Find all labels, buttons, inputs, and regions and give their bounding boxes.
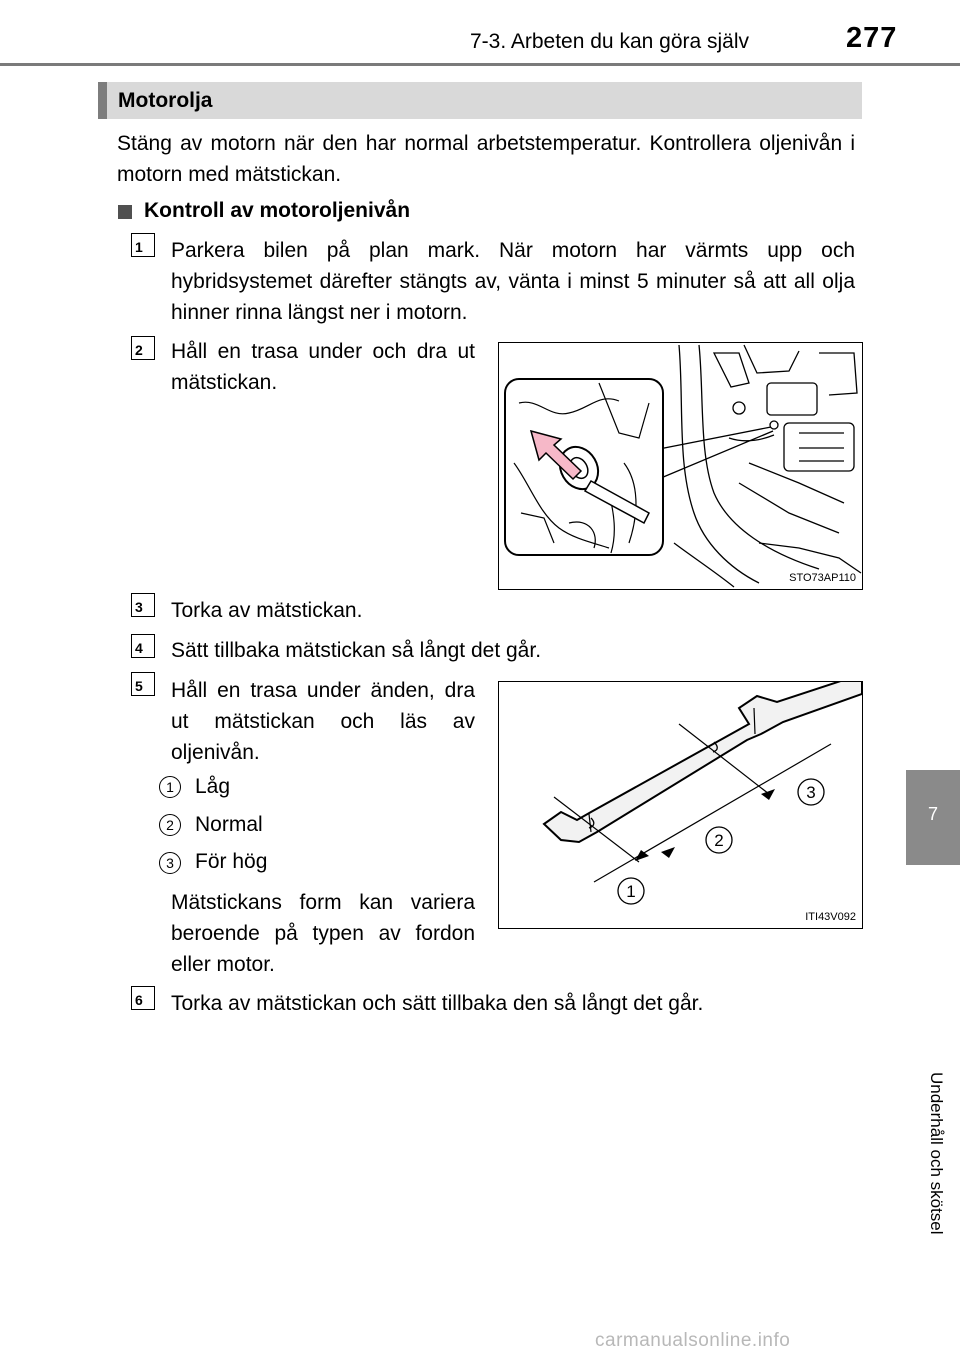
section-title: Motorolja: [118, 89, 213, 112]
engine-figure-code: STO73AP110: [789, 572, 856, 584]
header-rule: [0, 63, 960, 66]
square-bullet-icon: [118, 205, 132, 219]
watermark: carmanualsonline.info: [595, 1330, 791, 1351]
callout-number-3: 3: [806, 783, 816, 802]
engine-bay-illustration: [499, 343, 862, 589]
callout-number-2: 2: [714, 831, 724, 850]
step-text-2: Håll en trasa under och dra ut mätstickan.: [171, 340, 475, 394]
level-label-high: För hög: [195, 850, 268, 873]
step-text-4: Sätt tillbaka mätstickan så långt det går.: [171, 639, 542, 662]
intro-paragraph: Stäng av motorn när den har normal arbetstemperatur. Kontrollera oljenivån i motorn med mätstickan.: [117, 132, 855, 186]
step-number-2: 2: [131, 336, 155, 360]
level-number-3: 3: [159, 852, 181, 874]
step-text-1: Parkera bilen på plan mark. När motorn har värmts upp och hybridsystemet därefter stängts av, vänta i minst 5 minuter så att all olja hinner rinna längst ner i motorn.: [171, 239, 855, 324]
step-number-3: 3: [131, 593, 155, 617]
level-label-normal: Normal: [195, 813, 263, 836]
step-text-3: Torka av mätstickan.: [171, 599, 363, 622]
dipstick-figure: [498, 681, 863, 929]
level-label-low: Låg: [195, 775, 231, 798]
subheading: Kontroll av motoroljenivån: [144, 199, 411, 222]
level-number-2: 2: [159, 814, 181, 836]
step-number-1: 1: [131, 233, 155, 257]
header-title: 7-3. Arbeten du kan göra själv: [470, 30, 750, 53]
section-bar-accent: [98, 82, 107, 119]
page-number: 277: [846, 22, 898, 54]
callout-number-1: 1: [626, 882, 636, 901]
chapter-label: Underhåll och skötsel: [927, 1072, 946, 1235]
step-number-5: 5: [131, 672, 155, 696]
step-text-5: Håll en trasa under änden, dra ut mätstickan och läs av oljenivån.: [171, 679, 475, 764]
dipstick-figure-code: ITI43V092: [805, 911, 856, 923]
step-number-6: 6: [131, 986, 155, 1010]
step-number-4: 4: [131, 634, 155, 658]
level-number-1: 1: [159, 776, 181, 798]
dipstick-illustration: [499, 682, 862, 928]
chapter-number: 7: [927, 804, 938, 824]
shape-note: Mätstickans form kan variera beroende på typen av fordon eller motor.: [171, 891, 475, 976]
engine-bay-figure: [498, 342, 863, 590]
step-text-6: Torka av mätstickan och sätt tillbaka den så långt det går.: [171, 992, 704, 1015]
